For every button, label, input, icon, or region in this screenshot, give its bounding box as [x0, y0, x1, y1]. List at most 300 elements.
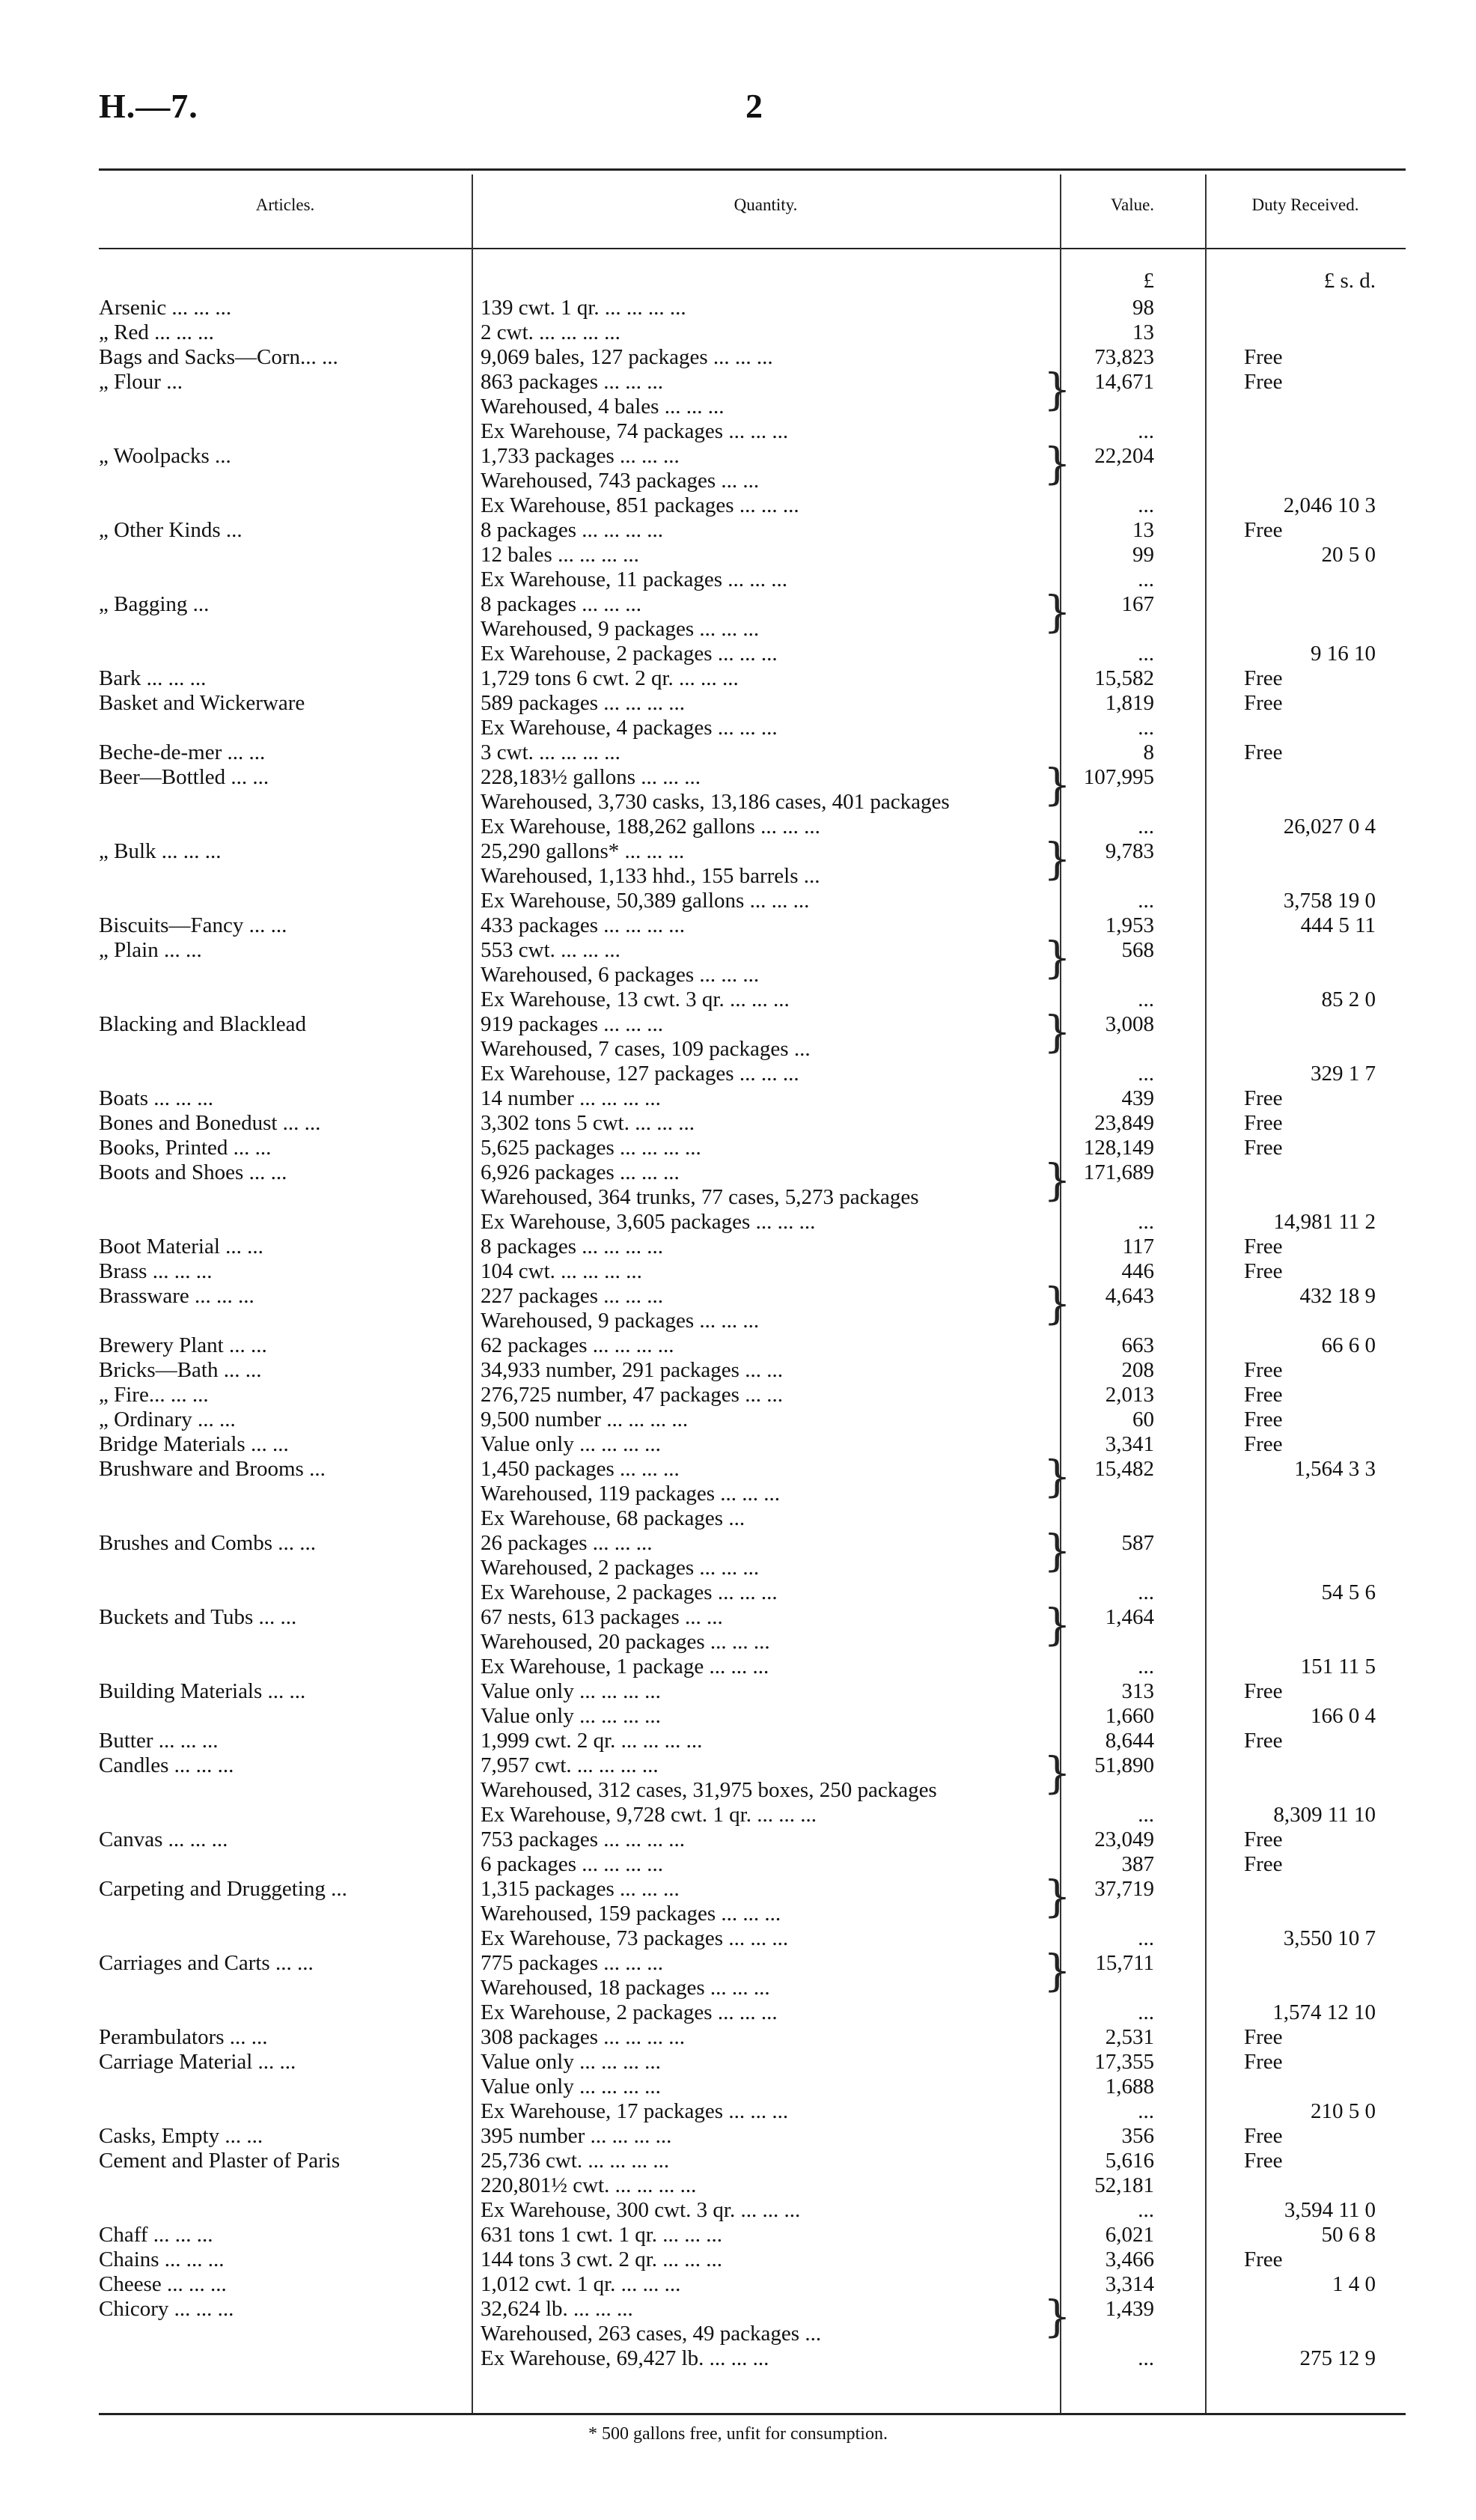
table-row [99, 987, 1406, 1012]
duty-cell: 432 18 9 [1299, 1284, 1376, 1308]
quantity-cell: 5,625 packages ... ... ... ... [481, 1136, 701, 1160]
value-cell: 2,013 [1105, 1383, 1154, 1407]
duty-cell: Free [1244, 1358, 1283, 1382]
table-row [99, 642, 1406, 666]
article-cell: Bricks—Bath ... ... [99, 1358, 262, 1382]
quantity-cell: Ex Warehouse, 1 package ... ... ... [481, 1655, 769, 1679]
value-cell: ... [1138, 987, 1154, 1011]
table-row [99, 1136, 1406, 1160]
duty-cell: 66 6 0 [1321, 1333, 1376, 1357]
article-cell: Cheese ... ... ... [99, 2272, 227, 2296]
article-cell: Buckets and Tubs ... ... [99, 1605, 297, 1629]
table-row [99, 395, 1406, 419]
table-row [99, 1432, 1406, 1457]
duty-cell: 14,981 11 2 [1273, 1210, 1376, 1234]
value-cell: 15,582 [1094, 666, 1154, 690]
duty-cell: 1 4 0 [1332, 2272, 1376, 2296]
footnote: * 500 gallons free, unfit for consumption. [588, 2424, 888, 2444]
table-row [99, 296, 1406, 320]
quantity-cell: Ex Warehouse, 2 packages ... ... ... [481, 1580, 778, 1604]
value-cell: 1,953 [1105, 913, 1154, 937]
article-cell: Beer—Bottled ... ... [99, 765, 269, 789]
quantity-cell: Value only ... ... ... ... [481, 1679, 661, 1703]
table-row [99, 2173, 1406, 2198]
duty-cell: 3,550 10 7 [1283, 1926, 1376, 1950]
quantity-cell: Warehoused, 364 trunks, 77 cases, 5,273 packages [481, 1185, 919, 1209]
quantity-cell: 775 packages ... ... ... [481, 1951, 664, 1975]
duty-cell: 20 5 0 [1321, 543, 1376, 567]
value-cell: 73,823 [1094, 345, 1154, 369]
table-row [99, 2223, 1406, 2247]
article-cell: Casks, Empty ... ... [99, 2124, 263, 2148]
table-row [99, 2099, 1406, 2124]
value-cell: 387 [1121, 1852, 1154, 1876]
duty-cell: 3,594 11 0 [1284, 2198, 1376, 2222]
article-cell: Brewery Plant ... ... [99, 1333, 267, 1357]
article-cell: Brass ... ... ... [99, 1259, 213, 1283]
table-row [99, 1407, 1406, 1432]
duty-cell: Free [1244, 666, 1283, 690]
table-row [99, 2346, 1406, 2371]
currency-units-row [99, 269, 1406, 293]
page-header [99, 86, 1386, 139]
quantity-cell: Ex Warehouse, 127 packages ... ... ... [481, 1062, 799, 1086]
value-cell: 98 [1132, 296, 1154, 320]
value-cell: 1,439 [1105, 2297, 1154, 2321]
grouping-brace: } [1043, 1451, 1071, 1502]
article-cell: Chaff ... ... ... [99, 2223, 213, 2247]
value-cell: ... [1138, 2346, 1154, 2370]
table-row [99, 345, 1406, 370]
table-row [99, 1679, 1406, 1704]
grouping-brace: } [1043, 1747, 1071, 1798]
value-cell: ... [1138, 642, 1154, 666]
column-header-articles: Articles. [255, 195, 315, 214]
value-cell: 8,644 [1105, 1729, 1154, 1753]
value-cell: 3,466 [1105, 2247, 1154, 2271]
quantity-cell: Warehoused, 159 packages ... ... ... [481, 1902, 781, 1926]
table-row [99, 1852, 1406, 1877]
article-cell: „ Ordinary ... ... [99, 1407, 236, 1431]
grouping-brace: } [1043, 1006, 1071, 1057]
table-row [99, 2272, 1406, 2297]
duty-cell: 275 12 9 [1299, 2346, 1376, 2370]
table-row [99, 2322, 1406, 2346]
article-cell: „ Fire... ... ... [99, 1383, 209, 1407]
table-row [99, 691, 1406, 716]
quantity-cell: Ex Warehouse, 9,728 cwt. 1 qr. ... ... ... [481, 1803, 817, 1827]
article-cell: Chains ... ... ... [99, 2247, 225, 2271]
value-cell: 6,021 [1105, 2223, 1154, 2247]
table-row [99, 2149, 1406, 2173]
value-cell: ... [1138, 567, 1154, 591]
article-cell: Boots and Shoes ... ... [99, 1160, 287, 1184]
value-cell: 446 [1121, 1259, 1154, 1283]
value-cell: 13 [1132, 518, 1154, 542]
duty-cell: 444 5 11 [1300, 913, 1376, 937]
article-cell: Carpeting and Druggeting ... [99, 1877, 347, 1901]
article-cell: Basket and Wickerware [99, 691, 305, 715]
table-row [99, 493, 1406, 518]
duty-cell: 50 6 8 [1321, 2223, 1376, 2247]
value-cell: 15,482 [1094, 1457, 1154, 1481]
table-row [99, 1383, 1406, 1407]
table-row [99, 666, 1406, 691]
quantity-cell: 1,450 packages ... ... ... [481, 1457, 680, 1481]
grouping-brace: } [1043, 759, 1071, 810]
value-unit: £ [1143, 269, 1154, 293]
quantity-cell: Ex Warehouse, 68 packages ... [481, 1506, 745, 1530]
table-row [99, 1506, 1406, 1531]
value-cell: 128,149 [1083, 1136, 1154, 1160]
quantity-cell: Value only ... ... ... ... [481, 2050, 661, 2074]
grouping-brace: } [1043, 1599, 1071, 1650]
duty-cell: 1,574 12 10 [1272, 2000, 1376, 2024]
value-cell: 107,995 [1083, 765, 1154, 789]
duty-unit: £ s. d. [1323, 269, 1376, 293]
article-cell: Blacking and Blacklead [99, 1012, 307, 1036]
table-row [99, 1655, 1406, 1679]
duty-cell: 9 16 10 [1311, 642, 1376, 666]
value-cell: ... [1138, 2099, 1154, 2123]
value-cell: 14,671 [1094, 370, 1154, 394]
table-row [99, 518, 1406, 543]
table-row [99, 617, 1406, 642]
duty-cell: 54 5 6 [1321, 1580, 1376, 1604]
document-reference: H.—7. [99, 87, 198, 125]
quantity-cell: 1,999 cwt. 2 qr. ... ... ... ... [481, 1729, 703, 1753]
duty-cell: Free [1244, 1235, 1283, 1259]
value-cell: 3,341 [1105, 1432, 1154, 1456]
table-row [99, 1729, 1406, 1753]
quantity-cell: 3 cwt. ... ... ... ... [481, 740, 620, 764]
table-row [99, 740, 1406, 765]
table-row [99, 1902, 1406, 1926]
quantity-cell: Warehoused, 18 packages ... ... ... [481, 1976, 770, 2000]
article-cell: Butter ... ... ... [99, 1729, 219, 1753]
value-cell: 313 [1121, 1679, 1154, 1703]
quantity-cell: Ex Warehouse, 11 packages ... ... ... [481, 567, 787, 591]
value-cell: 568 [1121, 938, 1154, 962]
quantity-cell: 25,290 gallons* ... ... ... [481, 839, 685, 863]
quantity-cell: Warehoused, 263 cases, 49 packages ... [481, 2322, 822, 2346]
table-row [99, 2124, 1406, 2149]
duty-cell: 151 11 5 [1300, 1655, 1376, 1679]
table-row [99, 2025, 1406, 2050]
duty-cell: 2,046 10 3 [1283, 493, 1376, 517]
grouping-brace: } [1043, 1278, 1071, 1329]
quantity-cell: 32,624 lb. ... ... ... [481, 2297, 633, 2321]
article-cell: Carriage Material ... ... [99, 2050, 296, 2074]
value-cell: 23,049 [1094, 1827, 1154, 1851]
value-cell: ... [1138, 2198, 1154, 2222]
duty-cell: 85 2 0 [1321, 987, 1376, 1011]
article-cell: Candles ... ... ... [99, 1753, 234, 1777]
quantity-cell: 7,957 cwt. ... ... ... ... [481, 1753, 659, 1777]
quantity-cell: 67 nests, 613 packages ... ... [481, 1605, 723, 1629]
value-cell: 167 [1121, 592, 1154, 616]
grouping-brace: } [1043, 1871, 1071, 1922]
quantity-cell: Warehoused, 1,133 hhd., 155 barrels ... [481, 864, 820, 888]
table-row [99, 1630, 1406, 1655]
duty-cell: 210 5 0 [1311, 2099, 1376, 2123]
column-header-value: Value. [1110, 195, 1155, 214]
value-cell: 13 [1132, 320, 1154, 344]
table-row [99, 1210, 1406, 1235]
quantity-cell: 395 number ... ... ... ... [481, 2124, 672, 2148]
value-cell: 22,204 [1094, 444, 1154, 468]
article-cell: Brushes and Combs ... ... [99, 1531, 316, 1555]
quantity-cell: 14 number ... ... ... ... [481, 1086, 661, 1110]
duty-cell: Free [1244, 1136, 1283, 1160]
value-cell: ... [1138, 493, 1154, 517]
table-row [99, 1333, 1406, 1358]
grouping-brace: } [1043, 1525, 1071, 1576]
quantity-cell: 6,926 packages ... ... ... [481, 1160, 680, 1184]
table-row [99, 2247, 1406, 2272]
duty-cell: 166 0 4 [1311, 1704, 1376, 1728]
value-cell: 3,008 [1105, 1012, 1154, 1036]
duty-cell: Free [1244, 1729, 1283, 1753]
table-row [99, 2000, 1406, 2025]
table-row [99, 2075, 1406, 2099]
value-cell: 23,849 [1094, 1111, 1154, 1135]
table-row [99, 2050, 1406, 2075]
quantity-cell: 9,069 bales, 127 packages ... ... ... [481, 345, 773, 369]
duty-cell: Free [1244, 1259, 1283, 1283]
quantity-cell: Value only ... ... ... ... [481, 1432, 661, 1456]
quantity-cell: 62 packages ... ... ... ... [481, 1333, 674, 1357]
table-row [99, 1704, 1406, 1729]
duty-cell: Free [1244, 2050, 1283, 2074]
article-cell: Brushware and Brooms ... [99, 1457, 326, 1481]
duty-cell: Free [1244, 1383, 1283, 1407]
grouping-brace: } [1043, 438, 1071, 489]
quantity-cell: Ex Warehouse, 2 packages ... ... ... [481, 2000, 778, 2024]
value-cell: ... [1138, 1655, 1154, 1679]
duty-cell: 1,564 3 3 [1294, 1457, 1376, 1481]
value-cell: ... [1138, 1803, 1154, 1827]
article-cell: Bags and Sacks—Corn... ... [99, 345, 338, 369]
quantity-cell: 433 packages ... ... ... ... [481, 913, 686, 937]
table-row [99, 1803, 1406, 1827]
quantity-cell: 753 packages ... ... ... ... [481, 1827, 686, 1851]
quantity-cell: 1,012 cwt. 1 qr. ... ... ... [481, 2272, 681, 2296]
value-cell: 117 [1122, 1235, 1154, 1259]
duty-cell: Free [1244, 518, 1283, 542]
quantity-cell: 863 packages ... ... ... [481, 370, 664, 394]
value-cell: 52,181 [1094, 2173, 1154, 2197]
duty-cell: Free [1244, 1086, 1283, 1110]
quantity-cell: Value only ... ... ... ... [481, 1704, 661, 1728]
article-cell: Brassware ... ... ... [99, 1284, 254, 1308]
quantity-cell: Warehoused, 312 cases, 31,975 boxes, 250 packages [481, 1778, 937, 1802]
imports-table [99, 168, 1406, 2418]
quantity-cell: Warehoused, 4 bales ... ... ... [481, 395, 725, 419]
quantity-cell: Value only ... ... ... ... [481, 2075, 661, 2099]
value-cell: 60 [1132, 1407, 1154, 1431]
quantity-cell: 26 packages ... ... ... [481, 1531, 653, 1555]
table-row [99, 864, 1406, 889]
duty-cell: Free [1244, 2124, 1283, 2148]
article-cell: Carriages and Carts ... ... [99, 1951, 314, 1975]
column-header-quantity: Quantity. [734, 195, 798, 214]
table-row [99, 1827, 1406, 1852]
article-cell: „ Other Kinds ... [99, 518, 243, 542]
value-cell: 17,355 [1094, 2050, 1154, 2074]
table-row [99, 1358, 1406, 1383]
quantity-cell: Ex Warehouse, 300 cwt. 3 qr. ... ... ... [481, 2198, 801, 2222]
article-cell: Building Materials ... ... [99, 1679, 306, 1703]
table-row [99, 1111, 1406, 1136]
quantity-cell: 3,302 tons 5 cwt. ... ... ... [481, 1111, 695, 1135]
article-cell: Perambulators ... ... [99, 2025, 268, 2049]
quantity-cell: Ex Warehouse, 3,605 packages ... ... ... [481, 1210, 816, 1234]
grouping-brace: } [1043, 364, 1071, 415]
value-cell: 3,314 [1105, 2272, 1154, 2296]
table-row [99, 1778, 1406, 1803]
grouping-brace: } [1043, 586, 1071, 637]
grouping-brace: } [1043, 932, 1071, 983]
article-cell: Chicory ... ... ... [99, 2297, 234, 2321]
table-top-rule [99, 168, 1406, 171]
quantity-cell: Warehoused, 20 packages ... ... ... [481, 1630, 770, 1654]
quantity-cell: 1,729 tons 6 cwt. 2 qr. ... ... ... [481, 666, 739, 690]
quantity-cell: 9,500 number ... ... ... ... [481, 1407, 689, 1431]
value-cell: 1,688 [1105, 2075, 1154, 2099]
article-cell: Books, Printed ... ... [99, 1136, 272, 1160]
duty-cell: 3,758 19 0 [1283, 889, 1376, 913]
article-cell: Canvas ... ... ... [99, 1827, 228, 1851]
table-row [99, 815, 1406, 839]
article-cell: Arsenic ... ... ... [99, 296, 232, 320]
article-cell: Beche-de-mer ... ... [99, 740, 266, 764]
value-cell: 1,464 [1105, 1605, 1154, 1629]
value-cell: 37,719 [1094, 1877, 1154, 1901]
quantity-cell: Warehoused, 7 cases, 109 packages ... [481, 1037, 811, 1061]
duty-cell: Free [1244, 740, 1283, 764]
value-cell: 51,890 [1094, 1753, 1154, 1777]
article-cell: „ Bagging ... [99, 592, 210, 616]
page-number: 2 [745, 87, 763, 125]
quantity-cell: 12 bales ... ... ... ... [481, 543, 639, 567]
table-bottom-rule [99, 2413, 1406, 2415]
quantity-cell: 227 packages ... ... ... [481, 1284, 664, 1308]
quantity-cell: Warehoused, 6 packages ... ... ... [481, 963, 760, 987]
table-row [99, 889, 1406, 913]
value-cell: 663 [1121, 1333, 1154, 1357]
value-cell: ... [1138, 1062, 1154, 1086]
value-cell: ... [1138, 1580, 1154, 1604]
quantity-cell: 631 tons 1 cwt. 1 qr. ... ... ... [481, 2223, 723, 2247]
quantity-cell: 144 tons 3 cwt. 2 qr. ... ... ... [481, 2247, 723, 2271]
table-row [99, 419, 1406, 444]
quantity-cell: Ex Warehouse, 188,262 gallons ... ... ... [481, 815, 820, 839]
value-cell: ... [1138, 1926, 1154, 1950]
article-cell: Bones and Bonedust ... ... [99, 1111, 321, 1135]
duty-cell: 8,309 11 10 [1273, 1803, 1376, 1827]
duty-cell: Free [1244, 1827, 1283, 1851]
quantity-cell: Ex Warehouse, 50,389 gallons ... ... ... [481, 889, 810, 913]
quantity-cell: Ex Warehouse, 74 packages ... ... ... [481, 419, 789, 443]
quantity-cell: 8 packages ... ... ... [481, 592, 642, 616]
table-row [99, 320, 1406, 345]
quantity-cell: 308 packages ... ... ... ... [481, 2025, 686, 2049]
duty-cell: Free [1244, 1852, 1283, 1876]
article-cell: Biscuits—Fancy ... ... [99, 913, 287, 937]
quantity-cell: 919 packages ... ... ... [481, 1012, 664, 1036]
duty-cell: Free [1244, 1111, 1283, 1135]
value-cell: 171,689 [1083, 1160, 1154, 1184]
article-cell: „ Plain ... ... [99, 938, 202, 962]
value-cell: ... [1138, 2000, 1154, 2024]
table-row [99, 1259, 1406, 1284]
value-cell: 208 [1121, 1358, 1154, 1382]
quantity-cell: 6 packages ... ... ... ... [481, 1852, 664, 1876]
header-bottom-rule [99, 248, 1406, 249]
article-cell: Bark ... ... ... [99, 666, 207, 690]
duty-cell: Free [1244, 2149, 1283, 2173]
quantity-cell: 1,315 packages ... ... ... [481, 1877, 680, 1901]
value-cell: 15,711 [1095, 1951, 1154, 1975]
value-cell: 2,531 [1105, 2025, 1154, 2049]
grouping-brace: } [1043, 1945, 1071, 1996]
article-cell: „ Bulk ... ... ... [99, 839, 222, 863]
value-cell: 356 [1121, 2124, 1154, 2148]
quantity-cell: Warehoused, 9 packages ... ... ... [481, 1309, 760, 1333]
article-cell: Cement and Plaster of Paris [99, 2149, 341, 2173]
quantity-cell: 276,725 number, 47 packages ... ... [481, 1383, 783, 1407]
quantity-cell: Warehoused, 3,730 casks, 13,186 cases, 401 packages [481, 790, 950, 814]
quantity-cell: Ex Warehouse, 13 cwt. 3 qr. ... ... ... [481, 987, 790, 1011]
value-cell: ... [1138, 815, 1154, 839]
quantity-cell: Ex Warehouse, 73 packages ... ... ... [481, 1926, 789, 1950]
value-cell: ... [1138, 716, 1154, 740]
value-cell: 587 [1121, 1531, 1154, 1555]
value-cell: 9,783 [1105, 839, 1154, 863]
quantity-cell: 104 cwt. ... ... ... ... [481, 1259, 642, 1283]
article-cell: Bridge Materials ... ... [99, 1432, 289, 1456]
quantity-cell: Ex Warehouse, 2 packages ... ... ... [481, 642, 778, 666]
article-cell: „ Woolpacks ... [99, 444, 231, 468]
value-cell: ... [1138, 1210, 1154, 1234]
article-cell: „ Flour ... [99, 370, 183, 394]
quantity-cell: 8 packages ... ... ... ... [481, 1235, 664, 1259]
article-cell: „ Red ... ... ... [99, 320, 214, 344]
value-cell: 1,819 [1105, 691, 1154, 715]
table-row [99, 963, 1406, 987]
quantity-cell: Ex Warehouse, 4 packages ... ... ... [481, 716, 778, 740]
value-cell: 4,643 [1105, 1284, 1154, 1308]
grouping-brace: } [1043, 1154, 1071, 1205]
table-row [99, 1482, 1406, 1506]
quantity-cell: Warehoused, 119 packages ... ... ... [481, 1482, 781, 1506]
quantity-cell: 553 cwt. ... ... ... [481, 938, 620, 962]
table-row [99, 1556, 1406, 1580]
table-row [99, 1062, 1406, 1086]
article-cell: Boot Material ... ... [99, 1235, 263, 1259]
duty-cell: Free [1244, 2025, 1283, 2049]
table-row [99, 1309, 1406, 1333]
table-row [99, 716, 1406, 740]
value-cell: ... [1138, 889, 1154, 913]
quantity-cell: Ex Warehouse, 17 packages ... ... ... [481, 2099, 789, 2123]
duty-cell: 26,027 0 4 [1283, 815, 1376, 839]
table-row [99, 1086, 1406, 1111]
quantity-cell: 139 cwt. 1 qr. ... ... ... ... [481, 296, 686, 320]
quantity-cell: 34,933 number, 291 packages ... ... [481, 1358, 783, 1382]
grouping-brace: } [1043, 833, 1071, 884]
